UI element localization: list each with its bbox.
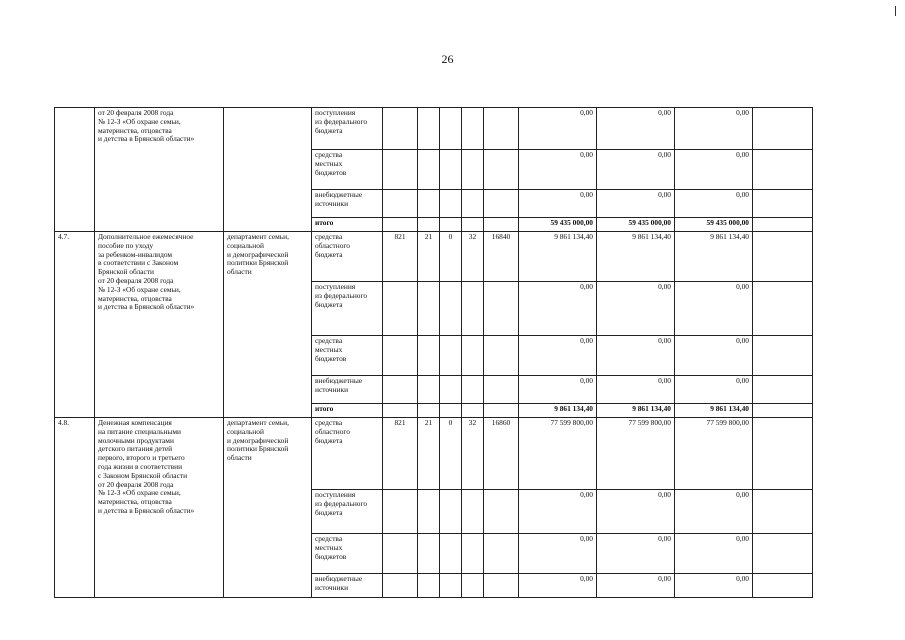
budget-code-cell: 32 <box>462 232 484 282</box>
budget-code-cell: 21 <box>418 232 440 282</box>
funding-source-cell: средства местных бюджетов <box>312 534 383 574</box>
budget-code-cell: 821 <box>383 418 418 490</box>
amount-cell: 0,00 <box>675 150 753 190</box>
budget-code-cell <box>440 150 462 190</box>
budget-code-cell <box>440 282 462 336</box>
budget-code-cell <box>418 404 440 418</box>
budget-code-cell <box>462 404 484 418</box>
budget-code-cell <box>383 404 418 418</box>
funding-source-cell: внебюджетные источники <box>312 574 383 598</box>
budget-code-cell <box>440 574 462 598</box>
amount-cell: 0,00 <box>675 108 753 150</box>
amount-cell: 9 861 134,40 <box>597 232 675 282</box>
note-cell <box>753 336 813 376</box>
amount-cell: 0,00 <box>597 490 675 534</box>
amount-cell: 59 435 000,00 <box>597 218 675 232</box>
budget-code-cell <box>462 534 484 574</box>
budget-code-cell <box>462 336 484 376</box>
amount-cell: 77 599 800,00 <box>597 418 675 490</box>
item-name-cell: Дополнительное ежемесячное пособие по уходу за ребенком-инвалидом в соответствии с Законом Брянской области от 20 февраля 2008 года № 12-З «Об охране семьи, материнства, отцовства и детства в Брянской области» <box>95 232 224 418</box>
budget-code-cell <box>484 490 519 534</box>
funding-source-cell: итого <box>312 218 383 232</box>
budget-code-cell <box>383 376 418 404</box>
budget-code-cell <box>383 534 418 574</box>
item-name-cell: от 20 февраля 2008 года № 12-З «Об охране семьи, материнства, отцовства и детства в Брянской области» <box>95 108 224 232</box>
amount-cell: 0,00 <box>597 108 675 150</box>
budget-code-cell <box>418 108 440 150</box>
budget-code-cell <box>418 574 440 598</box>
budget-code-cell <box>462 282 484 336</box>
budget-code-cell <box>418 150 440 190</box>
item-number-cell <box>55 108 95 232</box>
table-row <box>55 232 813 282</box>
budget-code-cell <box>484 376 519 404</box>
amount-cell: 0,00 <box>519 534 597 574</box>
funding-source-cell: средства местных бюджетов <box>312 336 383 376</box>
budget-code-cell <box>383 574 418 598</box>
budget-code-cell <box>383 490 418 534</box>
executor-cell: департамент семьи, социальной и демографической политики Брянской области <box>224 418 312 598</box>
item-number-cell: 4.8. <box>55 418 95 598</box>
budget-code-cell <box>383 218 418 232</box>
budget-code-cell: 821 <box>383 232 418 282</box>
budget-code-cell <box>418 218 440 232</box>
budget-code-cell <box>418 336 440 376</box>
executor-cell: департамент семьи, социальной и демографической политики Брянской области <box>224 232 312 418</box>
note-cell <box>753 282 813 336</box>
amount-cell: 9 861 134,40 <box>675 232 753 282</box>
funding-source-cell: средства местных бюджетов <box>312 150 383 190</box>
note-cell <box>753 232 813 282</box>
funding-source-cell: поступления из федерального бюджета <box>312 490 383 534</box>
note-cell <box>753 490 813 534</box>
budget-code-cell: 0 <box>440 418 462 490</box>
funding-source-cell: внебюджетные источники <box>312 376 383 404</box>
budget-code-cell <box>484 190 519 218</box>
budget-code-cell <box>484 404 519 418</box>
executor-cell <box>224 108 312 232</box>
budget-code-cell <box>418 534 440 574</box>
table-row <box>55 108 813 150</box>
amount-cell: 0,00 <box>519 574 597 598</box>
budget-code-cell: 21 <box>418 418 440 490</box>
note-cell <box>753 404 813 418</box>
amount-cell: 0,00 <box>519 490 597 534</box>
amount-cell: 77 599 800,00 <box>675 418 753 490</box>
budget-code-cell: 16860 <box>484 418 519 490</box>
item-number-cell: 4.7. <box>55 232 95 418</box>
amount-cell: 0,00 <box>675 574 753 598</box>
budget-code-cell <box>440 336 462 376</box>
budget-code-cell <box>440 218 462 232</box>
amount-cell: 0,00 <box>675 190 753 218</box>
note-cell <box>753 150 813 190</box>
funding-source-cell: средства областного бюджета <box>312 232 383 282</box>
budget-code-cell <box>440 376 462 404</box>
budget-code-cell <box>418 490 440 534</box>
budget-code-cell <box>462 490 484 534</box>
budget-code-cell <box>383 190 418 218</box>
amount-cell: 0,00 <box>675 282 753 336</box>
budget-code-cell <box>484 150 519 190</box>
budget-code-cell <box>440 190 462 218</box>
budget-code-cell <box>462 108 484 150</box>
funding-source-cell: поступления из федерального бюджета <box>312 108 383 150</box>
budget-code-cell <box>383 282 418 336</box>
amount-cell: 0,00 <box>597 574 675 598</box>
note-cell <box>753 190 813 218</box>
amount-cell: 0,00 <box>519 336 597 376</box>
note-cell <box>753 574 813 598</box>
budget-code-cell <box>383 108 418 150</box>
budget-code-cell: 0 <box>440 232 462 282</box>
amount-cell: 77 599 800,00 <box>519 418 597 490</box>
budget-table <box>54 107 813 598</box>
funding-source-cell: поступления из федерального бюджета <box>312 282 383 336</box>
budget-code-cell <box>440 404 462 418</box>
budget-code-cell <box>383 336 418 376</box>
budget-code-cell <box>484 336 519 376</box>
funding-source-cell: итого <box>312 404 383 418</box>
amount-cell: 0,00 <box>675 376 753 404</box>
budget-code-cell <box>484 108 519 150</box>
budget-code-cell <box>418 376 440 404</box>
budget-code-cell <box>462 574 484 598</box>
item-name-cell: Денежная компенсация на питание специальными молочными продуктами детского питания детей первого, второго и третьего года жизни в соответствии с Законом Брянской области от 20 февраля 2008 года № 12-З «Об охране семьи, материнства, отцовства и детства в Брянской области» <box>95 418 224 598</box>
budget-code-cell <box>440 490 462 534</box>
budget-code-cell <box>484 282 519 336</box>
budget-code-cell <box>462 190 484 218</box>
amount-cell: 0,00 <box>519 282 597 336</box>
amount-cell: 0,00 <box>519 108 597 150</box>
funding-source-cell: средства областного бюджета <box>312 418 383 490</box>
amount-cell: 9 861 134,40 <box>519 232 597 282</box>
budget-code-cell <box>418 190 440 218</box>
amount-cell: 0,00 <box>597 190 675 218</box>
amount-cell: 0,00 <box>675 336 753 376</box>
budget-code-cell: 16840 <box>484 232 519 282</box>
amount-cell: 0,00 <box>519 376 597 404</box>
budget-code-cell <box>440 534 462 574</box>
budget-code-cell <box>484 574 519 598</box>
note-cell <box>753 534 813 574</box>
amount-cell: 0,00 <box>519 150 597 190</box>
note-cell <box>753 418 813 490</box>
amount-cell: 0,00 <box>675 490 753 534</box>
page-edge-mark <box>895 6 896 16</box>
amount-cell: 9 861 134,40 <box>519 404 597 418</box>
budget-code-cell <box>484 534 519 574</box>
page-number: 26 <box>441 52 454 66</box>
amount-cell: 9 861 134,40 <box>675 404 753 418</box>
amount-cell: 0,00 <box>675 534 753 574</box>
budget-code-cell <box>462 218 484 232</box>
budget-code-cell <box>462 376 484 404</box>
amount-cell: 0,00 <box>519 190 597 218</box>
budget-code-cell <box>484 218 519 232</box>
amount-cell: 0,00 <box>597 376 675 404</box>
budget-code-cell <box>462 150 484 190</box>
amount-cell: 0,00 <box>597 150 675 190</box>
amount-cell: 0,00 <box>597 336 675 376</box>
amount-cell: 59 435 000,00 <box>675 218 753 232</box>
table-row <box>55 418 813 490</box>
note-cell <box>753 218 813 232</box>
amount-cell: 0,00 <box>597 534 675 574</box>
budget-code-cell <box>440 108 462 150</box>
amount-cell: 0,00 <box>597 282 675 336</box>
amount-cell: 9 861 134,40 <box>597 404 675 418</box>
note-cell <box>753 108 813 150</box>
funding-source-cell: внебюджетные источники <box>312 190 383 218</box>
budget-code-cell <box>383 150 418 190</box>
note-cell <box>753 376 813 404</box>
budget-code-cell: 32 <box>462 418 484 490</box>
budget-code-cell <box>418 282 440 336</box>
amount-cell: 59 435 000,00 <box>519 218 597 232</box>
